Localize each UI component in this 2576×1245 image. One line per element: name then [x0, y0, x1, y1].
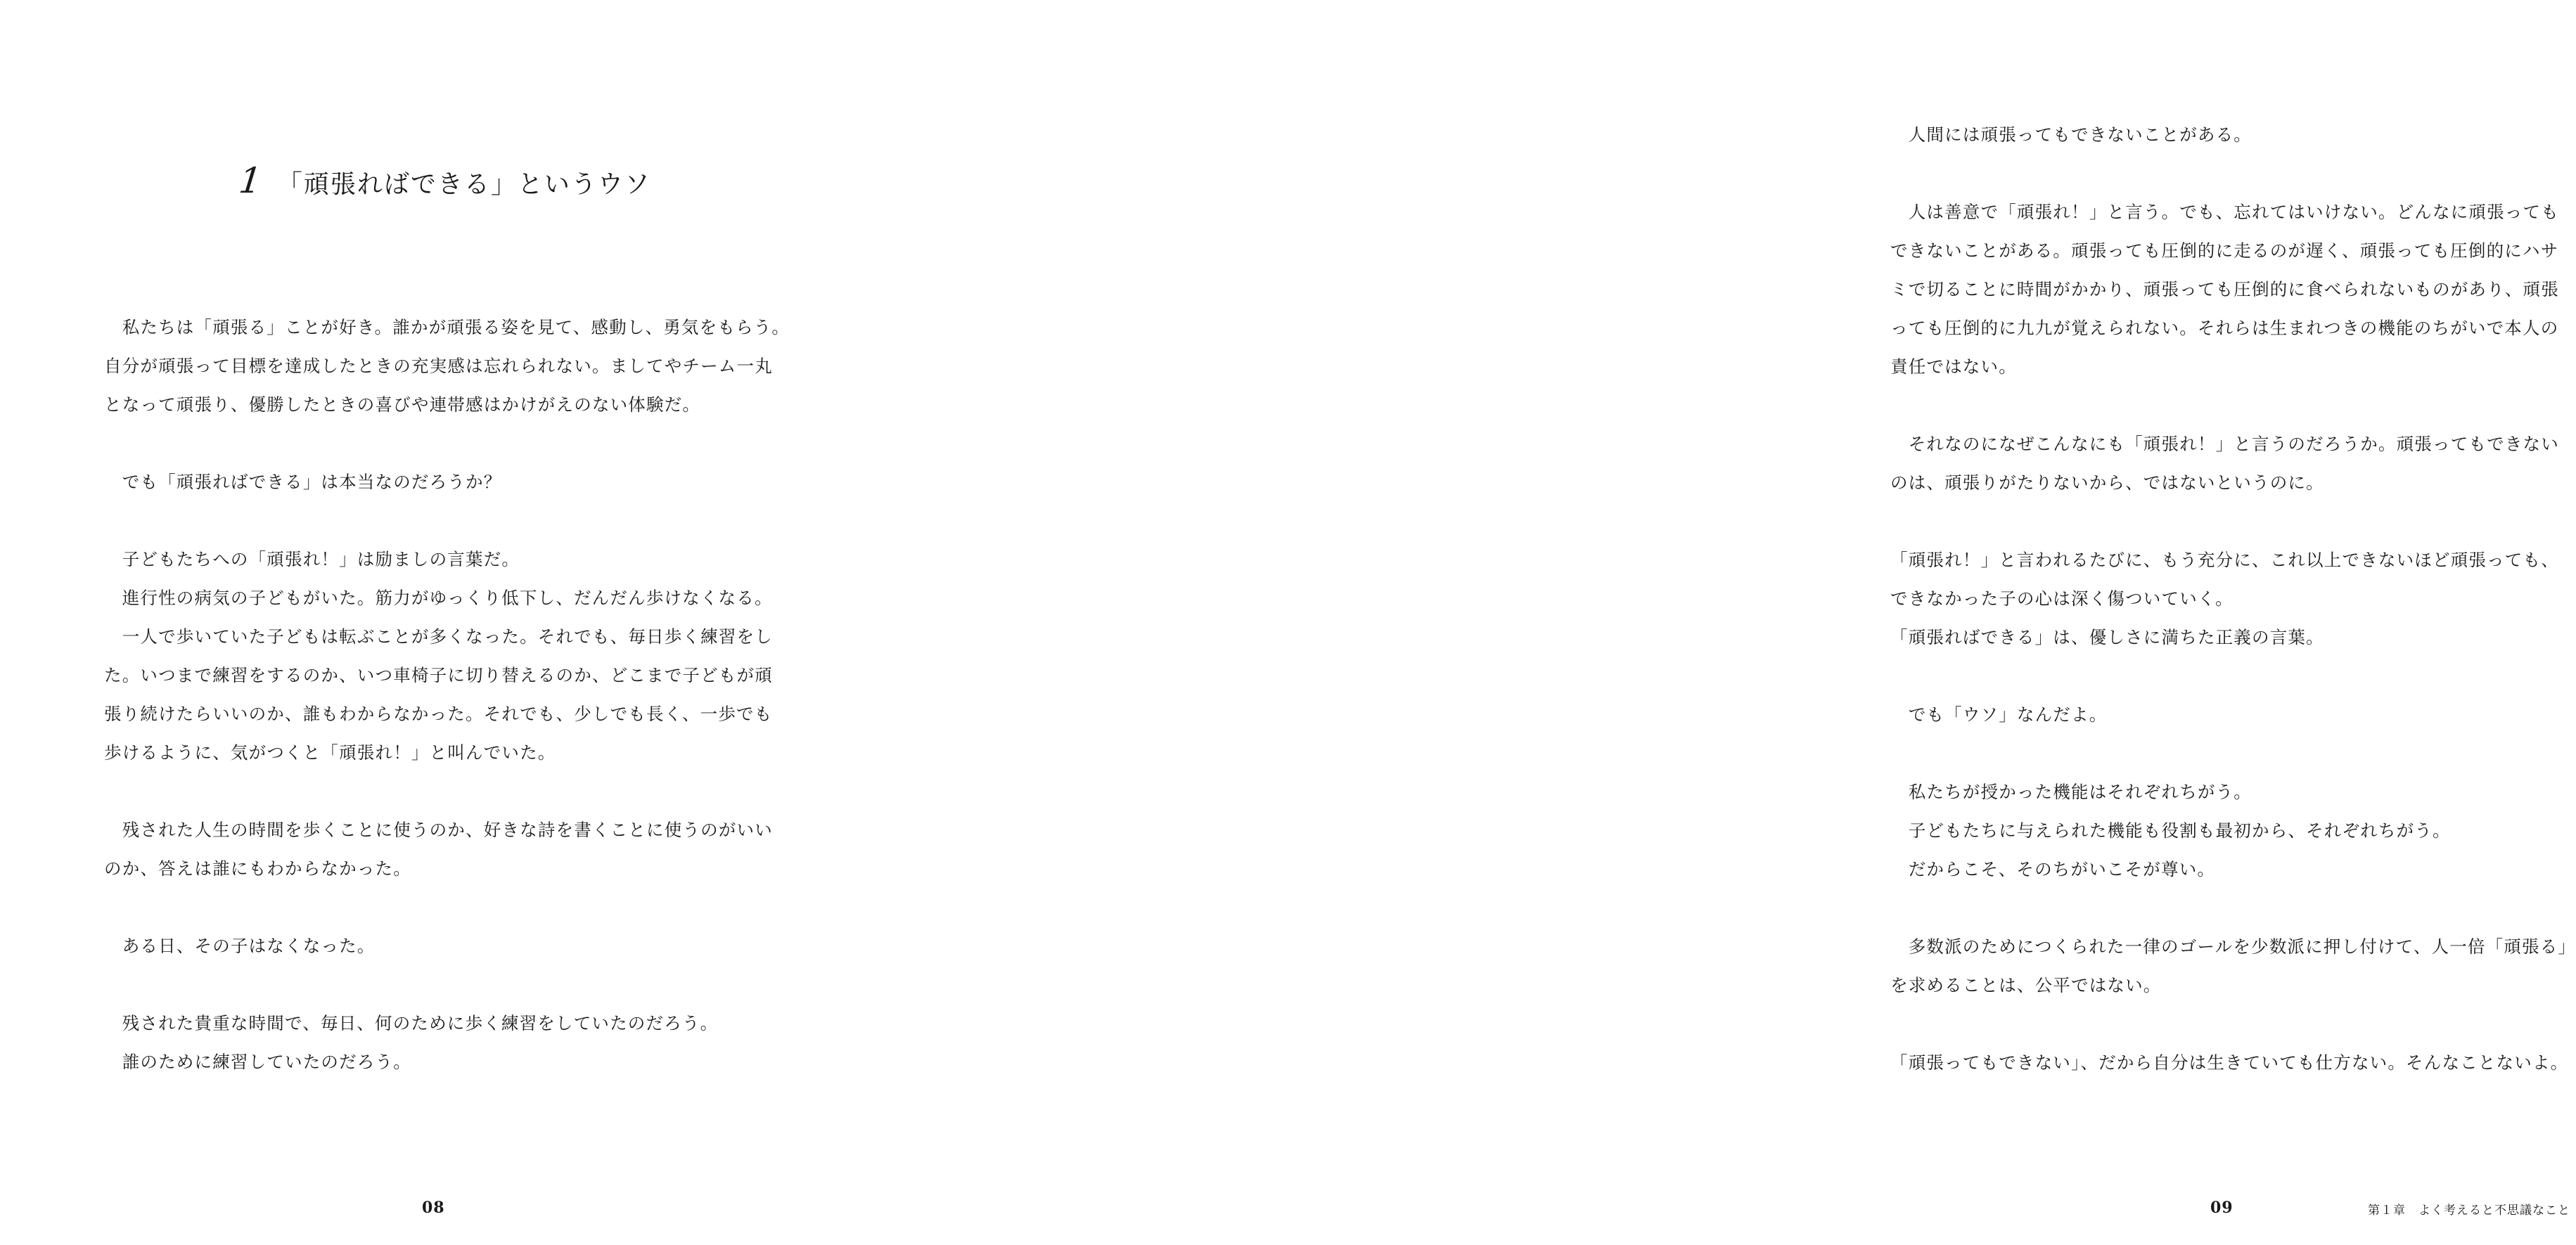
text-line: でも「ウソ」なんだよ。	[1890, 704, 2108, 725]
text-line: 人間には頑張ってもできないことがある。	[1890, 124, 2252, 145]
text-line: 歩けるように、気がつくと「頑張れ！」と叫んでいた。	[104, 742, 556, 763]
left-page	[0, 0, 879, 1245]
text-line: 「頑張ればできる」は、優しさに満ちた正義の言葉。	[1890, 627, 2324, 647]
left-body-text	[104, 308, 790, 1081]
text-line: 「頑張ってもできない」、だから自分は生きていても仕方ない。そんなことないよ。	[1890, 1052, 2569, 1073]
text-line: を求めることは、公平ではない。	[1890, 975, 2162, 995]
text-line: 人は善意で「頑張れ！」と言う。でも、忘れてはいけない。どんなに頑張っても	[1890, 202, 2559, 222]
page-number-right: 09	[2210, 1199, 2234, 1217]
chapter-heading	[236, 160, 651, 201]
paragraph-gap	[1890, 386, 2576, 425]
running-head-chapter-name: よく考えると不思議なこと	[2418, 1204, 2570, 1218]
text-line: のは、頑張りがたりないから、ではないというのに。	[1890, 472, 2324, 493]
text-line: っても圧倒的に九九が覚えられない。それらは生まれつきの機能のちがいで本人の	[1890, 318, 2559, 338]
text-line: 残された貴重な時間で、毎日、何のために歩く練習をしていたのだろう。	[104, 1013, 719, 1033]
right-body-text	[1890, 115, 2576, 1082]
text-line: 進行性の病気の子どもがいた。筋力がゆっくり低下し、だんだん歩けなくなる。	[104, 588, 773, 608]
paragraph-gap	[1890, 734, 2576, 773]
paragraph-gap	[104, 772, 790, 811]
paragraph-gap	[1890, 502, 2576, 541]
paragraph-gap	[104, 501, 790, 540]
text-line: 子どもたちへの「頑張れ！」は励ましの言葉だ。	[104, 549, 520, 569]
right-page	[879, 0, 2576, 1245]
text-line: 私たちが授かった機能はそれぞれちがう。	[1890, 782, 2252, 802]
text-line: 残された人生の時間を歩くことに使うのか、好きな詩を書くことに使うのがいい	[104, 820, 773, 840]
text-line: 張り続けたらいいのか、誰もわからなかった。それでも、少しでも長く、一歩でも	[104, 704, 773, 724]
text-line: だからこそ、そのちがいこそが尊い。	[1890, 859, 2216, 879]
paragraph-gap	[1890, 1005, 2576, 1043]
text-line: できなかった子の心は深く傷ついていく。	[1890, 588, 2234, 609]
text-line: できないことがある。頑張っても圧倒的に走るのが遅く、頑張っても圧倒的にハサ	[1890, 240, 2559, 261]
paragraph-gap	[1890, 154, 2576, 193]
text-line: 一人で歩いていた子どもは転ぶことが多くなった。それでも、毎日歩く練習をし	[104, 626, 773, 647]
chapter-title: 「頑張ればできる」というウソ	[276, 170, 651, 199]
text-line: 「頑張れ！」と言われるたびに、もう充分に、これ以上できないほど頑張っても、	[1890, 550, 2559, 570]
text-line: 子どもたちに与えられた機能も役割も最初から、それぞれちがう。	[1890, 820, 2451, 841]
text-line: ミで切ることに時間がかかり、頑張っても圧倒的に食べられないものがあり、頑張	[1890, 279, 2559, 299]
text-line: 多数派のためにつくられた一律のゴールを少数派に押し付けて、人一倍「頑張る」	[1890, 936, 2576, 957]
text-line: 私たちは「頑張る」ことが好き。誰かが頑張る姿を見て、感動し、勇気をもらう。	[104, 317, 790, 337]
text-line: のか、答えは誰にもわからなかった。	[104, 858, 411, 879]
chapter-number: 1	[236, 160, 264, 201]
text-line: でも「頑張ればできる」は本当なのだろうか？	[104, 472, 502, 492]
paragraph-gap	[104, 424, 790, 463]
text-line: となって頑張り、優勝したときの喜びや連帯感はかけがえのない体験だ。	[104, 394, 701, 415]
paragraph-gap	[104, 888, 790, 927]
page-number-left: 08	[422, 1199, 445, 1217]
paragraph-gap	[1890, 657, 2576, 695]
text-line: ある日、その子はなくなった。	[104, 936, 376, 956]
text-line: た。いつまで練習をするのか、いつ車椅子に切り替えるのか、どこまで子どもが頑	[104, 665, 773, 685]
paragraph-gap	[104, 965, 790, 1004]
running-head-chapter-label: 第１章	[2368, 1204, 2406, 1218]
paragraph-gap	[1890, 889, 2576, 927]
text-line: 自分が頑張って目標を達成したときの充実感は忘れられない。ましてやチーム一丸	[104, 356, 773, 376]
text-line: それなのになぜこんなにも「頑張れ！」と言うのだろうか。頑張ってもできない	[1890, 434, 2559, 454]
text-line: 誰のために練習していたのだろう。	[104, 1052, 411, 1072]
running-head	[2368, 1200, 2570, 1218]
text-line: 責任ではない。	[1890, 356, 2017, 377]
